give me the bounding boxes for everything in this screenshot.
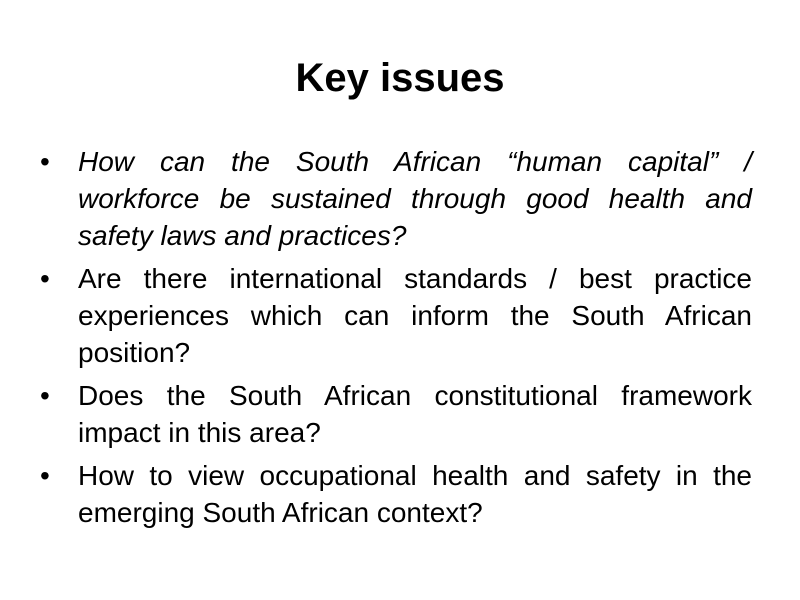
slide-title: Key issues bbox=[295, 56, 505, 100]
bullet-item-2 bbox=[40, 260, 752, 371]
bullet-text: How can the South African “human capital” / workforce be sustained through good health and safety laws and practices? bbox=[78, 146, 752, 251]
bullet-text: Does the South African constitutional framework impact in this area? bbox=[78, 380, 752, 448]
bullet-dot-icon: • bbox=[40, 146, 50, 177]
bullet-item-1 bbox=[40, 143, 752, 254]
bullet-text: How to view occupational health and safety in the emerging South African context? bbox=[78, 460, 752, 528]
bullet-text: Are there international standards / best practice experiences which can inform the South African position? bbox=[78, 263, 752, 368]
bullet-item-4 bbox=[40, 457, 752, 531]
bullet-list bbox=[40, 143, 752, 537]
bullet-item-3 bbox=[40, 377, 752, 451]
bullet-dot-icon: • bbox=[40, 263, 50, 294]
bullet-dot-icon: • bbox=[40, 460, 50, 491]
bullet-dot-icon: • bbox=[40, 380, 50, 411]
